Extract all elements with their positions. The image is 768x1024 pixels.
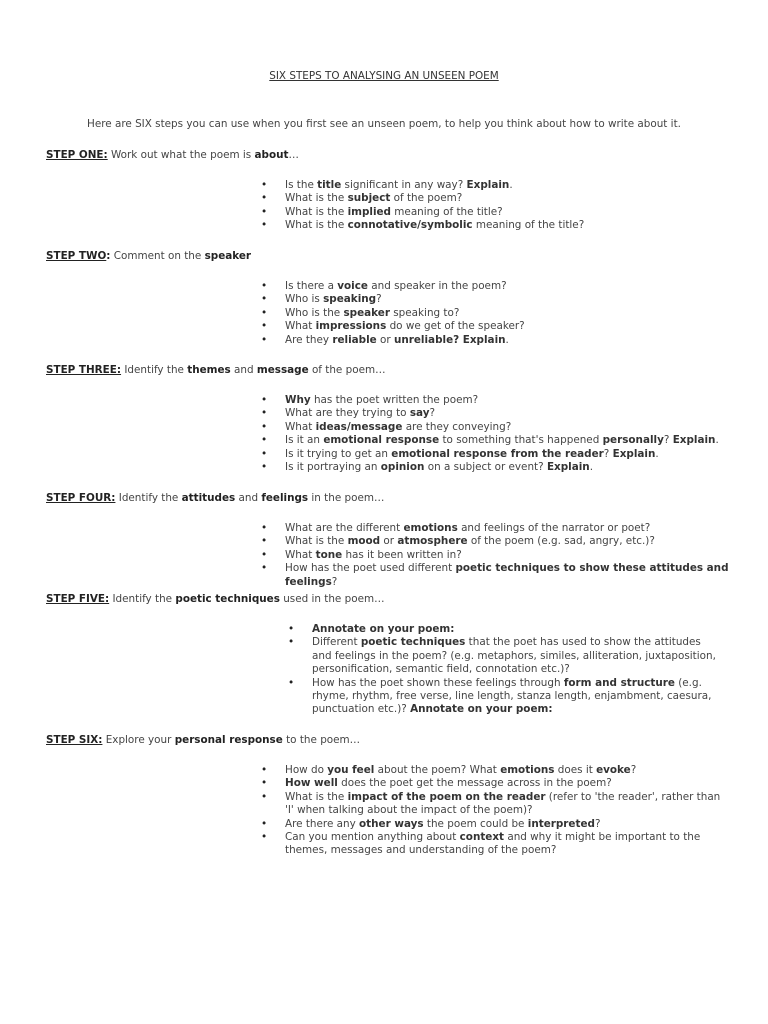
- text: has the poet written the poem?: [310, 394, 479, 406]
- step-text: [112, 593, 384, 605]
- bullet-item: [312, 623, 722, 636]
- bullet-item: [312, 636, 722, 676]
- bullet-item: [285, 434, 725, 447]
- text: Identify the: [124, 364, 188, 376]
- bold-text: form and structure: [563, 676, 675, 689]
- text: What is the: [285, 205, 348, 218]
- bold-text: personal response: [174, 734, 283, 746]
- text: Explore your: [105, 734, 175, 746]
- text: and feelings of the narrator or poet?: [457, 522, 651, 534]
- bold-text: poetic techniques to show these attitudes and feelings: [285, 562, 729, 588]
- text: ?: [663, 434, 673, 447]
- bullet-item: [285, 831, 721, 858]
- bold-text: opinion: [380, 461, 425, 474]
- text: ?: [331, 575, 338, 588]
- text: .: [589, 461, 594, 474]
- text: Is the: [285, 179, 318, 191]
- bold-text: themes: [187, 364, 231, 376]
- bullet-item: [285, 206, 725, 219]
- bullet-item: [285, 307, 725, 320]
- text: (refer to 'the reader', rather than 'I' when talking about the impact of the poem)?: [285, 790, 721, 817]
- step-label: STEP TWO: [46, 250, 107, 262]
- bullet-item: [285, 777, 721, 790]
- text: What is the: [285, 192, 348, 205]
- text: of the poem…: [308, 364, 386, 376]
- bullet-item: [285, 394, 725, 407]
- intro-paragraph: Here are SIX steps you can use when you first see an unseen poem, to help you think about how to write about it.: [87, 118, 681, 130]
- bullet-item: [285, 407, 725, 420]
- bullet-item: [312, 677, 722, 717]
- bold-text: subject: [347, 192, 391, 205]
- text: What are they trying to: [285, 407, 410, 420]
- step-label: STEP SIX:: [46, 734, 103, 746]
- step-five-heading: [46, 593, 385, 605]
- step-four-bullets: [285, 522, 745, 589]
- bold-text: emotions: [500, 764, 555, 776]
- bullet-item: [285, 293, 725, 306]
- bold-text: poetic techniques: [175, 593, 280, 605]
- step-label: STEP FOUR:: [46, 492, 116, 504]
- text: of the poem (e.g. sad, angry, etc.)?: [467, 535, 655, 548]
- bullet-item: [285, 535, 745, 548]
- text: ?: [429, 407, 435, 420]
- bold-text: Explain: [672, 434, 716, 447]
- bullet-item: [285, 179, 725, 192]
- text: Work out what the poem is: [111, 149, 255, 161]
- text: Are they: [285, 333, 333, 346]
- text: on a subject or event?: [424, 461, 547, 474]
- text: has it been written in?: [342, 548, 462, 561]
- bold-text: unreliable? Explain: [393, 333, 506, 346]
- bold-text: Explain: [546, 461, 590, 474]
- text: Different: [312, 636, 361, 649]
- text: do we get of the speaker?: [386, 320, 525, 333]
- text: ?: [376, 293, 382, 306]
- text: How has the poet shown these feelings through: [312, 676, 564, 689]
- text: used in the poem…: [279, 593, 385, 605]
- bullet-item: [285, 791, 721, 818]
- text: Is it trying to get an: [285, 447, 392, 460]
- bold-text: poetic techniques: [360, 636, 466, 649]
- text: Identify the: [112, 593, 176, 605]
- bold-text: mood: [347, 535, 381, 548]
- text: ?: [603, 447, 613, 460]
- step-label: STEP ONE:: [46, 149, 108, 161]
- text: …: [288, 149, 299, 161]
- text: does the poet get the message across in the poem?: [337, 777, 612, 790]
- text: about the poem? What: [374, 764, 501, 776]
- bold-text: Explain: [612, 447, 656, 460]
- bullet-item: [285, 764, 721, 777]
- text: and: [235, 492, 262, 504]
- text: to something that's happened: [439, 434, 603, 447]
- text: or: [376, 333, 394, 346]
- bold-text: impressions: [315, 320, 387, 333]
- text: speaking to?: [389, 306, 460, 319]
- text: or: [380, 535, 398, 548]
- text: significant in any way?: [341, 179, 467, 191]
- bullet-item: [285, 818, 721, 831]
- bold-text: emotions: [403, 522, 458, 534]
- text: What are the different: [285, 522, 404, 534]
- text: .: [505, 333, 509, 346]
- bold-text: connotative/symbolic: [347, 219, 473, 232]
- text: and speaker in the poem?: [367, 280, 507, 292]
- step-label: STEP THREE:: [46, 364, 122, 376]
- text: the poem could be: [423, 817, 528, 830]
- text: Is there a: [285, 280, 338, 292]
- text: does it: [554, 764, 597, 776]
- bold-text: feelings: [261, 492, 309, 504]
- bullet-item: [285, 320, 725, 333]
- text: and why it might be important to the themes, messages and understanding of the poem?: [285, 831, 701, 857]
- bold-text: other ways: [359, 817, 424, 830]
- step-two-heading: [46, 250, 251, 262]
- text: to the poem…: [282, 734, 361, 746]
- bold-text: tone: [315, 548, 343, 561]
- text: meaning of the title?: [472, 219, 585, 232]
- step-one-heading: [46, 149, 299, 161]
- text: .: [715, 434, 719, 447]
- bullet-item: [285, 219, 725, 232]
- bold-text: context: [459, 831, 505, 844]
- bold-text: personally: [602, 434, 664, 447]
- text: What is the: [285, 535, 348, 548]
- bullet-item: [285, 334, 725, 347]
- bold-text: How well: [285, 777, 338, 790]
- bullet-item: [285, 280, 725, 293]
- bullet-item: [285, 192, 725, 205]
- text: .: [655, 447, 659, 460]
- text: What: [285, 420, 316, 433]
- bold-text: say: [409, 407, 430, 420]
- text: (e.g. rhyme, rhythm, free verse, line length, stanza length, enjambment, caesura, punctuation etc.)?: [312, 676, 712, 716]
- text: that the poet has used to show the attitudes and feelings in the poem? (e.g. metaphors, similes, alliteration, juxtaposition, personification, semantic field, connotation etc.)?: [312, 636, 716, 676]
- step-one-bullets: [285, 179, 725, 233]
- bold-text: evoke: [596, 764, 631, 776]
- text: How has the poet used different: [285, 562, 456, 575]
- step-text: [106, 734, 360, 746]
- bold-text: emotional response: [323, 434, 440, 447]
- bold-text: atmosphere: [397, 535, 468, 548]
- text: Are there any: [285, 817, 360, 830]
- text: What: [285, 548, 316, 561]
- step-label-colon: :: [106, 250, 111, 262]
- bold-text: implied: [347, 205, 391, 218]
- text: and: [230, 364, 257, 376]
- bold-text: message: [256, 364, 309, 376]
- bold-text: speaker: [204, 250, 252, 262]
- bullet-item: [285, 562, 745, 589]
- bold-text: Explain: [466, 179, 510, 191]
- step-text: [119, 492, 385, 504]
- text: Who is: [285, 293, 324, 306]
- document-title: SIX STEPS TO ANALYSING AN UNSEEN POEM: [269, 70, 499, 82]
- bold-text: reliable: [332, 333, 377, 346]
- step-label: STEP FIVE:: [46, 593, 110, 605]
- bold-text: Annotate on your poem:: [410, 703, 553, 716]
- bullet-item: [285, 522, 745, 535]
- bold-text: impact of the poem on the reader: [347, 790, 546, 803]
- text: Identify the: [118, 492, 182, 504]
- text: of the poem?: [390, 192, 463, 205]
- bold-text: Annotate on your poem:: [312, 623, 455, 635]
- bold-text: speaking: [323, 293, 377, 306]
- text: meaning of the title?: [391, 205, 503, 218]
- text: ?: [630, 764, 637, 776]
- text: are they conveying?: [402, 420, 512, 433]
- bold-text: voice: [337, 280, 368, 292]
- bullet-item: [285, 448, 725, 461]
- bold-text: about: [254, 149, 289, 161]
- bold-text: emotional response from the reader: [391, 447, 604, 460]
- step-text: [124, 364, 385, 376]
- bullet-item: [285, 549, 745, 562]
- bold-text: you feel: [327, 764, 375, 776]
- step-three-bullets: [285, 394, 725, 474]
- step-two-bullets: [285, 280, 725, 347]
- text: Who is the: [285, 306, 344, 319]
- step-text: [114, 250, 251, 262]
- bold-text: attitudes: [181, 492, 236, 504]
- text: Comment on the: [113, 250, 205, 262]
- text: Is it an: [285, 434, 324, 447]
- bold-text: speaker: [343, 306, 390, 319]
- text: What is the: [285, 790, 348, 803]
- step-six-bullets: [285, 764, 721, 858]
- text: Can you mention anything about: [285, 831, 460, 844]
- text: ?: [594, 817, 601, 830]
- text: Is it portraying an: [285, 461, 381, 474]
- bullet-item: [285, 461, 725, 474]
- step-five-bullets: [312, 623, 722, 717]
- step-four-heading: [46, 492, 384, 504]
- bold-text: title: [317, 179, 342, 191]
- text: .: [509, 179, 513, 191]
- text: What: [285, 320, 316, 333]
- step-six-heading: [46, 734, 360, 746]
- step-text: [111, 149, 299, 161]
- bullet-item: [285, 421, 725, 434]
- bold-text: interpreted: [527, 817, 595, 830]
- text: in the poem…: [308, 492, 385, 504]
- bold-text: ideas/message: [315, 420, 403, 433]
- text: What is the: [285, 219, 348, 232]
- bold-text: Why: [285, 394, 311, 406]
- text: How do: [285, 764, 328, 776]
- step-three-heading: [46, 364, 385, 376]
